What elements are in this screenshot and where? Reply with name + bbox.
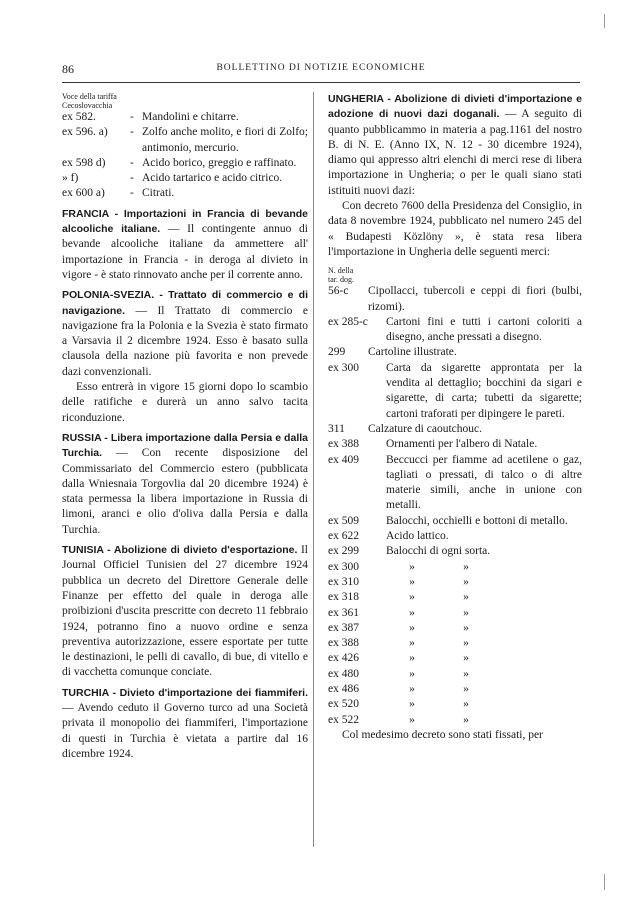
ditto-row bbox=[328, 651, 582, 666]
news-section bbox=[62, 380, 308, 426]
section-body: Il Journal Officiel Tunisien del 27 dicembre 1924 pubblica un decreto del Direttore Generale delle Finanze per effetto del quale in deroga alle proibizioni d'uscita prescritte con decreto 11 febbraio 1924, potranno fino a nuovo ordine e senza preventiva autorizzazione, essere esportate per tutte le destinazioni, le pelli di cavallo, di bue, di vitello e di vacchetta comunque conciate. bbox=[62, 544, 308, 679]
tariff-code: ex 598 d) bbox=[62, 156, 106, 169]
tariff-desc: Zolfo anche molito, e fiori di Zolfo; antimonio, mercurio. bbox=[142, 126, 308, 154]
news-section bbox=[62, 207, 308, 283]
ditto-mark: » bbox=[409, 606, 415, 619]
tariff-list bbox=[328, 284, 582, 559]
tariff-code: ex 318 bbox=[328, 591, 359, 604]
ditto-mark: » bbox=[409, 621, 415, 634]
tariff-code: ex 300 bbox=[328, 361, 359, 374]
page-header bbox=[62, 62, 580, 78]
ditto-mark: » bbox=[463, 575, 469, 588]
ditto-mark: » bbox=[463, 606, 469, 619]
tariff-code: ex 299 bbox=[328, 545, 359, 558]
tariff-code: ex 426 bbox=[328, 652, 359, 665]
news-section bbox=[62, 288, 308, 380]
ditto-mark: » bbox=[463, 652, 469, 665]
tariff-code: ex 409 bbox=[328, 453, 359, 466]
section-heading: FRANCIA - Importazioni in Francia di bevande alcooliche italiane. bbox=[62, 207, 308, 236]
tariff-row bbox=[328, 514, 582, 529]
ditto-mark: » bbox=[409, 698, 415, 711]
tariff-desc: Balocchi di ogni sorta. bbox=[386, 545, 491, 558]
tariff-code: 311 bbox=[328, 422, 345, 435]
tariff-code: ex 300 bbox=[328, 560, 359, 573]
ditto-mark: » bbox=[409, 652, 415, 665]
ditto-mark: » bbox=[463, 698, 469, 711]
scan-mark-bottom bbox=[604, 874, 605, 890]
tariff-code: ex 582. bbox=[62, 111, 96, 123]
tariff-code: ex 509 bbox=[328, 514, 359, 527]
tariff-row bbox=[328, 361, 582, 422]
tariff-code: ex 600 a) bbox=[62, 187, 105, 200]
ditto-mark: » bbox=[409, 575, 415, 588]
ditto-mark: » bbox=[463, 667, 469, 680]
tariff-row bbox=[62, 186, 308, 201]
tariff-desc: Acido borico, greggio e raffinato. bbox=[142, 156, 297, 169]
tariff-label: Voce della tariffa Cecoslovacchia bbox=[62, 92, 117, 110]
tariff-desc: Acido lattico. bbox=[386, 530, 449, 543]
tariff-dash: - bbox=[130, 156, 134, 169]
ditto-mark: » bbox=[463, 713, 469, 726]
section-ungheria bbox=[328, 92, 582, 199]
tariff-desc: Cipollacci, tubercoli e ceppi di fiori (bulbi, rizomi). bbox=[368, 285, 582, 313]
tariff-desc: Balocchi, occhielli e bottoni di metallo. bbox=[386, 514, 568, 527]
ditto-list bbox=[328, 560, 582, 728]
tariff-code: ex 480 bbox=[328, 667, 359, 680]
tariff-row bbox=[62, 110, 308, 125]
tariff-row bbox=[328, 453, 582, 514]
news-section bbox=[62, 686, 308, 762]
left-column bbox=[62, 92, 308, 762]
section-body: Esso entrerà in vigore 15 giorni dopo lo scambio delle ratifiche e durerà un anno salvo tacita riconduzione. bbox=[62, 381, 308, 424]
tariff-desc: Acido tartarico e acido citrico. bbox=[142, 172, 283, 185]
tariff-code: ex 361 bbox=[328, 606, 359, 619]
tariff-desc: Mandolini e chitarre. bbox=[142, 111, 239, 123]
column-divider bbox=[313, 92, 314, 847]
tariff-code: ex 388 bbox=[328, 438, 359, 451]
tariff-desc: Citrati. bbox=[142, 187, 175, 200]
tariff-row bbox=[328, 284, 582, 315]
tariff-row bbox=[62, 125, 308, 156]
tariff-dash: - bbox=[130, 187, 134, 200]
tariff-code: ex 522 bbox=[328, 713, 359, 726]
tariff-code: ex 388 bbox=[328, 637, 359, 650]
tariff-row bbox=[328, 422, 582, 437]
ditto-mark: » bbox=[463, 560, 469, 573]
decree-paragraph: Con decreto 7600 della Presidenza del Consiglio, in data 8 novembre 1924, pubblicato nel numero 245 del « Budapesti Közlöny », è stata resa libera l'importazione in Ungheria delle seguenti merci: bbox=[328, 200, 582, 258]
tariff-code: 56-c bbox=[328, 285, 349, 298]
ditto-row bbox=[328, 621, 582, 636]
tariff-code: 299 bbox=[328, 346, 346, 359]
section-body: — Il Trattato di commercio e navigazione fra la Polonia e la Svezia è stato firmato a Varsavia il 2 dicembre 1924. Esso è basato sulla clausola della nazione più favorita e non prevede dazi convenzionali. bbox=[62, 304, 308, 378]
tariff-row bbox=[62, 156, 308, 171]
tariff-dash: - bbox=[130, 172, 134, 185]
ditto-row bbox=[328, 697, 582, 712]
news-section bbox=[62, 431, 308, 538]
ditto-row bbox=[328, 713, 582, 728]
ditto-mark: » bbox=[409, 637, 415, 650]
ditto-mark: » bbox=[463, 591, 469, 604]
tariff-code: ex 486 bbox=[328, 682, 359, 695]
tariff-row bbox=[328, 529, 582, 544]
section-heading: RUSSIA - Libera importazione dalla Persia e dalla Turchia. bbox=[62, 431, 308, 460]
header-rule bbox=[62, 82, 580, 83]
tariff-code: ex 310 bbox=[328, 575, 359, 588]
right-column bbox=[328, 92, 582, 743]
ditto-mark: » bbox=[463, 637, 469, 650]
page-number: 86 bbox=[62, 62, 74, 76]
news-section bbox=[62, 543, 308, 681]
tariff-desc: Calzature di caoutchouc. bbox=[368, 422, 482, 435]
scan-mark-top bbox=[604, 14, 605, 28]
ditto-mark: » bbox=[409, 713, 415, 726]
tariff-label: N. della tar. dog. bbox=[328, 266, 354, 285]
tariff-code: » f) bbox=[62, 172, 79, 185]
section-heading: TUNISIA - Abolizione di divieto d'esportazione. bbox=[62, 544, 298, 557]
tariff-dash: - bbox=[130, 126, 134, 139]
running-title: BOLLETTINO DI NOTIZIE ECONOMICHE bbox=[216, 63, 426, 73]
news-sections bbox=[62, 207, 308, 762]
ditto-row bbox=[328, 606, 582, 621]
section-body: — Il contingente annuo di bevande alcooliche italiane da ammettere all' importazione in Francia - in deroga al divieto in vigore - è stato rinnovato anche per il corrente anno. bbox=[62, 223, 308, 281]
section-heading: UNGHERIA - Abolizione di divieti d'importazione e adozione di nuovi dazi doganali. bbox=[328, 93, 582, 121]
tariff-desc: Cartoline illustrate. bbox=[368, 346, 457, 359]
ditto-row bbox=[328, 575, 582, 590]
tariff-desc: Cartoni fini e tutti i cartoni coloriti a disegno, anche pressati a disegno. bbox=[386, 315, 582, 344]
ditto-mark: » bbox=[409, 667, 415, 680]
ditto-mark: » bbox=[409, 591, 415, 604]
section-heading: POLONIA-SVEZIA. - Trattato di commercio e di navigazione. bbox=[62, 289, 308, 317]
tariff-row bbox=[62, 171, 308, 186]
ditto-row bbox=[328, 667, 582, 682]
tariff-row bbox=[328, 345, 582, 360]
section-body: — Avendo ceduto il Governo turco ad una Società privata il monopolio dei fiammiferi, l'importazione di questi in Turchia è vietata a partire dal 16 dicembre 1924. bbox=[62, 701, 308, 760]
section-body: — A seguito di quanto pubblicammo in materia a pag.1161 del nostro B. di N. E. (Anno IX, N. 12 - 30 dicembre 1924), diamo qui appresso altri elenchi di merci rese di libera importazione in Ungheria; o per le quali siano stati istituiti nuovi dazi: bbox=[328, 108, 583, 197]
tariff-row bbox=[328, 437, 582, 452]
tariff-code: ex 520 bbox=[328, 698, 359, 711]
tariff-code: ex 285-c bbox=[328, 315, 368, 328]
ditto-row bbox=[328, 682, 582, 697]
ditto-mark: » bbox=[409, 682, 415, 695]
ditto-mark: » bbox=[463, 682, 469, 695]
ditto-mark: » bbox=[409, 560, 415, 573]
tariff-list bbox=[62, 110, 308, 202]
tariff-dash: - bbox=[130, 111, 134, 123]
ditto-row bbox=[328, 590, 582, 605]
ditto-row bbox=[328, 636, 582, 651]
tariff-row bbox=[328, 544, 582, 559]
tariff-code: ex 622 bbox=[328, 530, 359, 543]
tariff-code: ex 596. a) bbox=[62, 126, 108, 139]
section-heading: TURCHIA - Divieto d'importazione dei fiammiferi. bbox=[62, 686, 308, 699]
tariff-row bbox=[328, 315, 582, 346]
tariff-desc: Beccucci per fiamme ad acetilene o gaz, tagliati o pressati, di talco o di altre materie simili, anche in unione con metalli. bbox=[386, 453, 582, 512]
tariff-desc: Ornamenti per l'albero di Natale. bbox=[386, 438, 538, 451]
ditto-row bbox=[328, 560, 582, 575]
section-body: — Con recente disposizione del Commissariato del Commercio estero (pubblicata dalla Wniesnaia Torgovlia dal 20 dicembre 1924) è stata permessa la libera importazione in Russia di limoni, aranci e olio d'oliva dalla Persia e dalla Turchia. bbox=[62, 447, 309, 536]
tariff-desc: Carta da sigarette approntata per la vendita al dettaglio; bocchini da sigari e sigarette, di carta; tubetti da sigarette; cartoni traforati per dipingere le pareti. bbox=[386, 361, 582, 420]
tariff-code: ex 387 bbox=[328, 621, 359, 634]
closing-line: Col medesimo decreto sono stati fissati, per bbox=[342, 728, 543, 741]
ditto-mark: » bbox=[463, 621, 469, 634]
